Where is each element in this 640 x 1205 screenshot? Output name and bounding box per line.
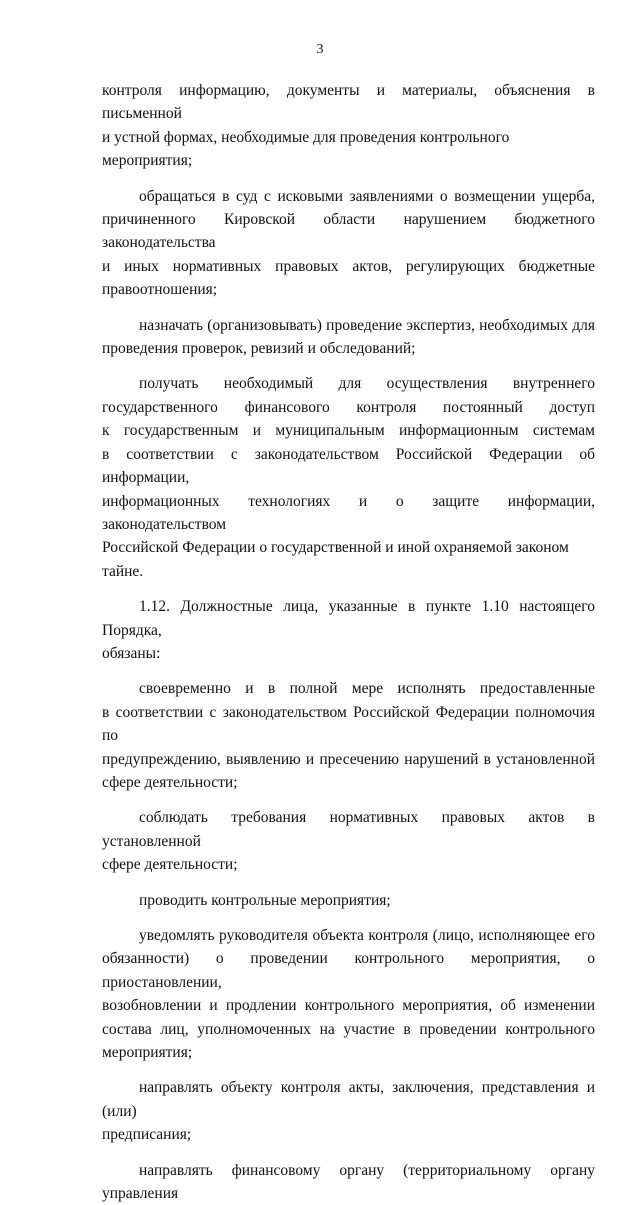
text-line: мероприятия;	[102, 1044, 193, 1062]
text-line: контроля информацию, документы и материалы, объяснения в письменной	[102, 82, 595, 123]
text-line: возобновлении и продлении контрольного мероприятия, об изменении	[102, 997, 595, 1015]
text-line: обязанности) о проведении контрольного мероприятия, о приостановлении,	[102, 950, 595, 991]
text-line: соблюдать требования нормативных правовых актов в установленной	[102, 809, 595, 850]
text-line: в соответствии с законодательством Российской Федерации об информации,	[102, 445, 595, 487]
text-line: Российской Федерации о государственной и иной охраняемой законом тайне.	[102, 539, 569, 580]
text-line: к государственным и муниципальным информационным системам	[102, 422, 595, 440]
text-line: направлять финансовому органу (территориальному органу управления	[102, 1161, 595, 1203]
text-line: получать необходимый для осуществления внутреннего	[139, 375, 595, 393]
text-line: государственного финансового контроля постоянный доступ	[102, 398, 595, 416]
text-line: и иных нормативных правовых актов, регулирующих бюджетные	[102, 257, 595, 275]
text-line: состава лиц, уполномоченных на участие в проведении контрольного	[102, 1020, 595, 1038]
text-line: обращаться в суд с исковыми заявлениями о возмещении ущерба,	[139, 187, 595, 205]
text-line: в соответствии с законодательством Российской Федерации полномочия по	[102, 703, 595, 745]
text-line: и устной формах, необходимые для проведения контрольного мероприятия;	[102, 128, 510, 170]
text-line: направлять объекту контроля акты, заключения, представления и (или)	[102, 1079, 595, 1120]
text-line: 1.12. Должностные лица, указанные в пункте 1.10 настоящего Порядка,	[102, 598, 595, 639]
text-line: обязаны:	[102, 644, 161, 662]
text-line: проводить контрольные мероприятия;	[139, 891, 391, 909]
text-line: информационных технологиях и о защите информации, законодательством	[102, 492, 595, 533]
text-line: уведомлять руководителя объекта контроля (лицо, исполняющее его	[139, 927, 595, 944]
text-line: правоотношения;	[102, 281, 218, 299]
text-line: сфере деятельности;	[102, 773, 238, 791]
text-line: предписания;	[102, 1126, 192, 1144]
text-line: своевременно и в полной мере исполнять предоставленные	[139, 680, 595, 698]
text-line: назначать (организовывать) проведение экспертиз, необходимых для	[139, 316, 595, 334]
text-line: предупреждению, выявлению и пресечению нарушений в установленной	[102, 750, 595, 768]
text-line: проведения проверок, ревизий и обследований;	[102, 340, 416, 358]
text-line: причиненного Кировской области нарушением бюджетного законодательства	[102, 211, 595, 252]
page-number: 3	[316, 42, 324, 57]
text-line: сфере деятельности;	[102, 856, 238, 874]
document-body	[102, 79, 595, 1205]
